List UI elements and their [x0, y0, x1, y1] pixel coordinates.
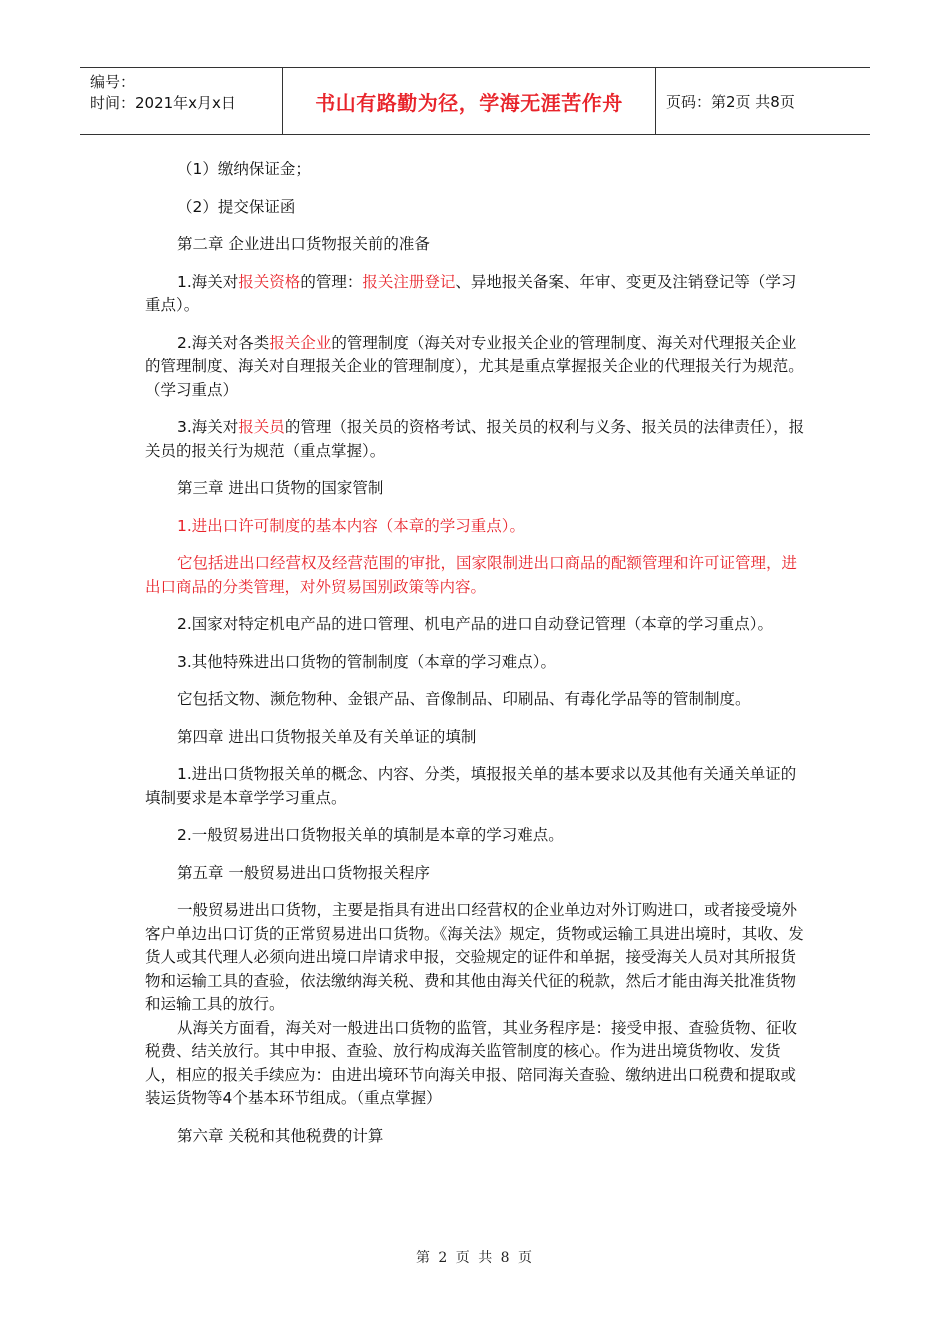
- paragraph: [145, 332, 810, 403]
- text-run: 的管理制度（海关对专业报关企业的管理制度、海关对代理报关企业的管理制度、海关对自理报关企业的管理制度），尤其是重点掌握报关企业的代理报关行为规范。（学习重点）: [145, 333, 804, 399]
- paragraph: 从海关方面看，海关对一般进出口货物的监管，其业务程序是：接受申报、查验货物、征收税费、结关放行。其中申报、查验、放行构成海关监管制度的核心。作为进出境货物收、发货人，相应的报关手续应为：由进出境环节向海关申报、陪同海关查验、缴纳进出口税费和提取或装运货物等4个基本环节组成。（重点掌握）: [145, 1018, 798, 1107]
- highlight-text: 报关员: [238, 418, 285, 436]
- chapter-title: 第六章 关税和其他税费的计算: [177, 1126, 384, 1145]
- paragraph: 2.国家对特定机电产品的进口管理、机电产品的进口自动登记管理（本章的学习重点）。: [177, 615, 774, 633]
- time-label: 时间：2021年x月x日: [90, 94, 236, 112]
- text-run: 3.海关对: [177, 418, 239, 436]
- header-page-info: 页码：第2页 共8页: [666, 92, 795, 111]
- paragraph: 一般贸易进出口货物，主要是指具有进出口经营权的企业单边对外订购进口，或者接受境外客户单边出口订货的正常贸易进出口货物。《海关法》规定，货物或运输工具进出境时，其收、发货人或其代理人必须向进出境口岸请求申报，交验规定的证件和单据，接受海关人员对其所报货物和运输工具的查验，依法缴纳海关税、费和其他由海关代征的税款，然后才能由海关批准货物和运输工具的放行。: [145, 901, 804, 1013]
- list-item: （2）提交保证函: [177, 197, 296, 216]
- page-header: [80, 67, 870, 135]
- header-motto: 书山有路勤为径，学海无涯苦作舟: [283, 68, 656, 134]
- paragraph: 1.进出口货物报关单的概念、内容、分类，填报报关单的基本要求以及其他有关通关单证的填制要求是本章学学习重点。: [145, 765, 797, 807]
- document-body: [145, 158, 810, 1162]
- text-run: 1.海关对: [177, 272, 239, 291]
- chapter-title: 第三章 进出口货物的国家管制: [177, 479, 384, 497]
- paragraph: 3.其他特殊进出口货物的管制制度（本章的学习难点）。: [177, 652, 557, 671]
- paragraph: 2.一般贸易进出口货物报关单的填制是本章的学习难点。: [177, 826, 564, 844]
- page-footer: 第 2 页 共 8 页: [415, 1250, 535, 1266]
- paragraph: 它包括进出口经营权及经营范围的审批，国家限制进出口商品的配额管理和许可证管理，进出口商品的分类管理，对外贸易国别政策等内容。: [145, 554, 798, 596]
- text-run: 、异地报关备案、年审、变更及注销登记等（学习重点）。: [145, 272, 797, 314]
- chapter-title: 第四章 进出口货物报关单及有关单证的填制: [177, 727, 477, 746]
- text-run: 2.海关对各类: [177, 333, 270, 352]
- paragraph: [145, 416, 810, 463]
- chapter-title: 第二章 企业进出口货物报关前的准备: [177, 235, 430, 253]
- highlight-text: 报关注册登记: [362, 272, 456, 291]
- list-item: （1）缴纳保证金；: [177, 160, 311, 178]
- text-run: 的管理（报关员的资格考试、报关员的权利与义务、报关员的法律责任），报关员的报关行为规范（重点掌握）。: [145, 418, 805, 460]
- highlight-text: 报关资格: [238, 272, 301, 291]
- paragraph: 1.进出口许可制度的基本内容（本章的学习重点）。: [177, 516, 526, 535]
- header-meta: [80, 68, 283, 134]
- paragraph: [145, 271, 810, 318]
- highlight-text: 报关企业: [269, 333, 332, 352]
- number-label: 编号：: [90, 73, 136, 91]
- paragraph: 它包括文物、濒危物种、金银产品、音像制品、印刷品、有毒化学品等的管制制度。: [177, 690, 751, 708]
- chapter-title: 第五章 一般贸易进出口货物报关程序: [177, 863, 430, 882]
- text-run: 的管理：: [300, 272, 363, 291]
